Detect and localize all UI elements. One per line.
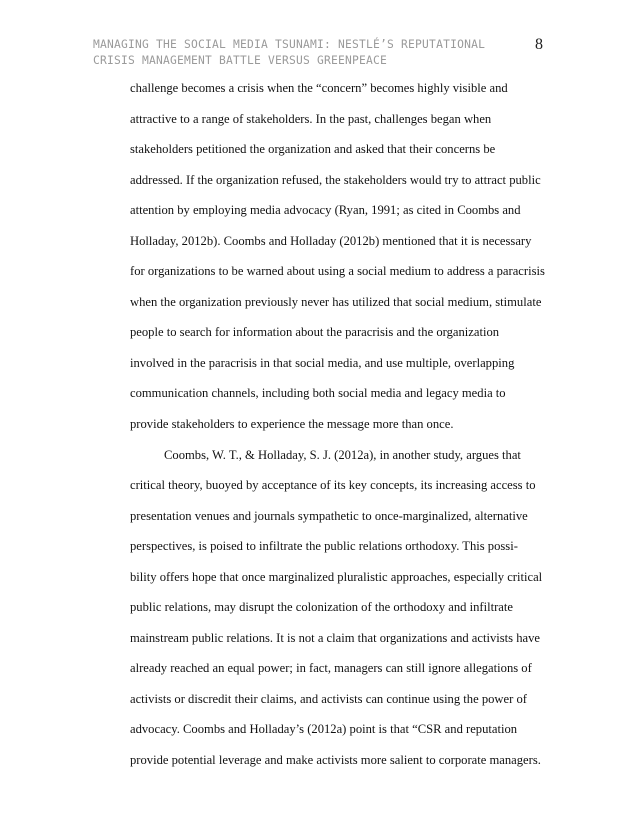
running-head-line-1: MANAGING THE SOCIAL MEDIA TSUNAMI: NESTLÉ’S REPUTATIONAL: [93, 38, 486, 51]
text-line: Holladay, 2012b). Coombs and Holladay (2012b) mentioned that it is necessary: [130, 233, 532, 248]
text-line: challenge becomes a crisis when the “concern” becomes highly visible and: [130, 81, 508, 95]
text-line: communication channels, including both social media and legacy media to: [130, 386, 506, 401]
text-line: stakeholders petitioned the organization and asked that their concerns be: [130, 142, 496, 157]
text-line: attention by employing media advocacy (Ryan, 1991; as cited in Coombs and: [130, 203, 521, 218]
text-line: involved in the paracrisis in that social media, and use multiple, overlapping: [130, 355, 515, 370]
text-line: addressed. If the organization refused, the stakeholders would try to attract public: [130, 172, 541, 187]
text-line: critical theory, buoyed by acceptance of its key concepts, its increasing access to: [130, 478, 536, 493]
page-number: 8: [535, 36, 543, 53]
text-line: presentation venues and journals sympathetic to once-marginalized, alternative: [130, 508, 528, 523]
text-line: for organizations to be warned about using a social medium to address a paracrisis: [130, 264, 545, 279]
text-line: provide potential leverage and make activists more salient to corporate managers.: [130, 753, 541, 768]
text-line: people to search for information about the paracrisis and the organization: [130, 325, 500, 340]
text-line: mainstream public relations. It is not a claim that organizations and activists have: [130, 630, 541, 645]
text-line: activists or discredit their claims, and activists can continue using the power of: [130, 691, 527, 706]
running-head: [93, 37, 533, 68]
text-line: provide stakeholders to experience the message more than once.: [130, 417, 454, 432]
body-text: [130, 73, 550, 776]
paragraph-first-line: Coombs, W. T., & Holladay, S. J. (2012a), in another study, argues that: [164, 447, 521, 462]
text-line: public relations, may disrupt the colonization of the orthodoxy and infiltrate: [130, 600, 513, 615]
text-line: bility offers hope that once marginalized pluralistic approaches, especially critical: [130, 569, 543, 584]
text-line: advocacy. Coombs and Holladay’s (2012a) point is that “CSR and reputation: [130, 722, 518, 737]
text-line: attractive to a range of stakeholders. In the past, challenges began when: [130, 111, 492, 126]
running-head-line-2: CRISIS MANAGEMENT BATTLE VERSUS GREENPEACE: [93, 53, 388, 67]
text-line: perspectives, is poised to infiltrate the public relations orthodoxy. This possi-: [130, 539, 518, 554]
text-line: when the organization previously never has utilized that social medium, stimulate: [130, 294, 542, 309]
text-line: already reached an equal power; in fact, managers can still ignore allegations of: [130, 661, 532, 676]
